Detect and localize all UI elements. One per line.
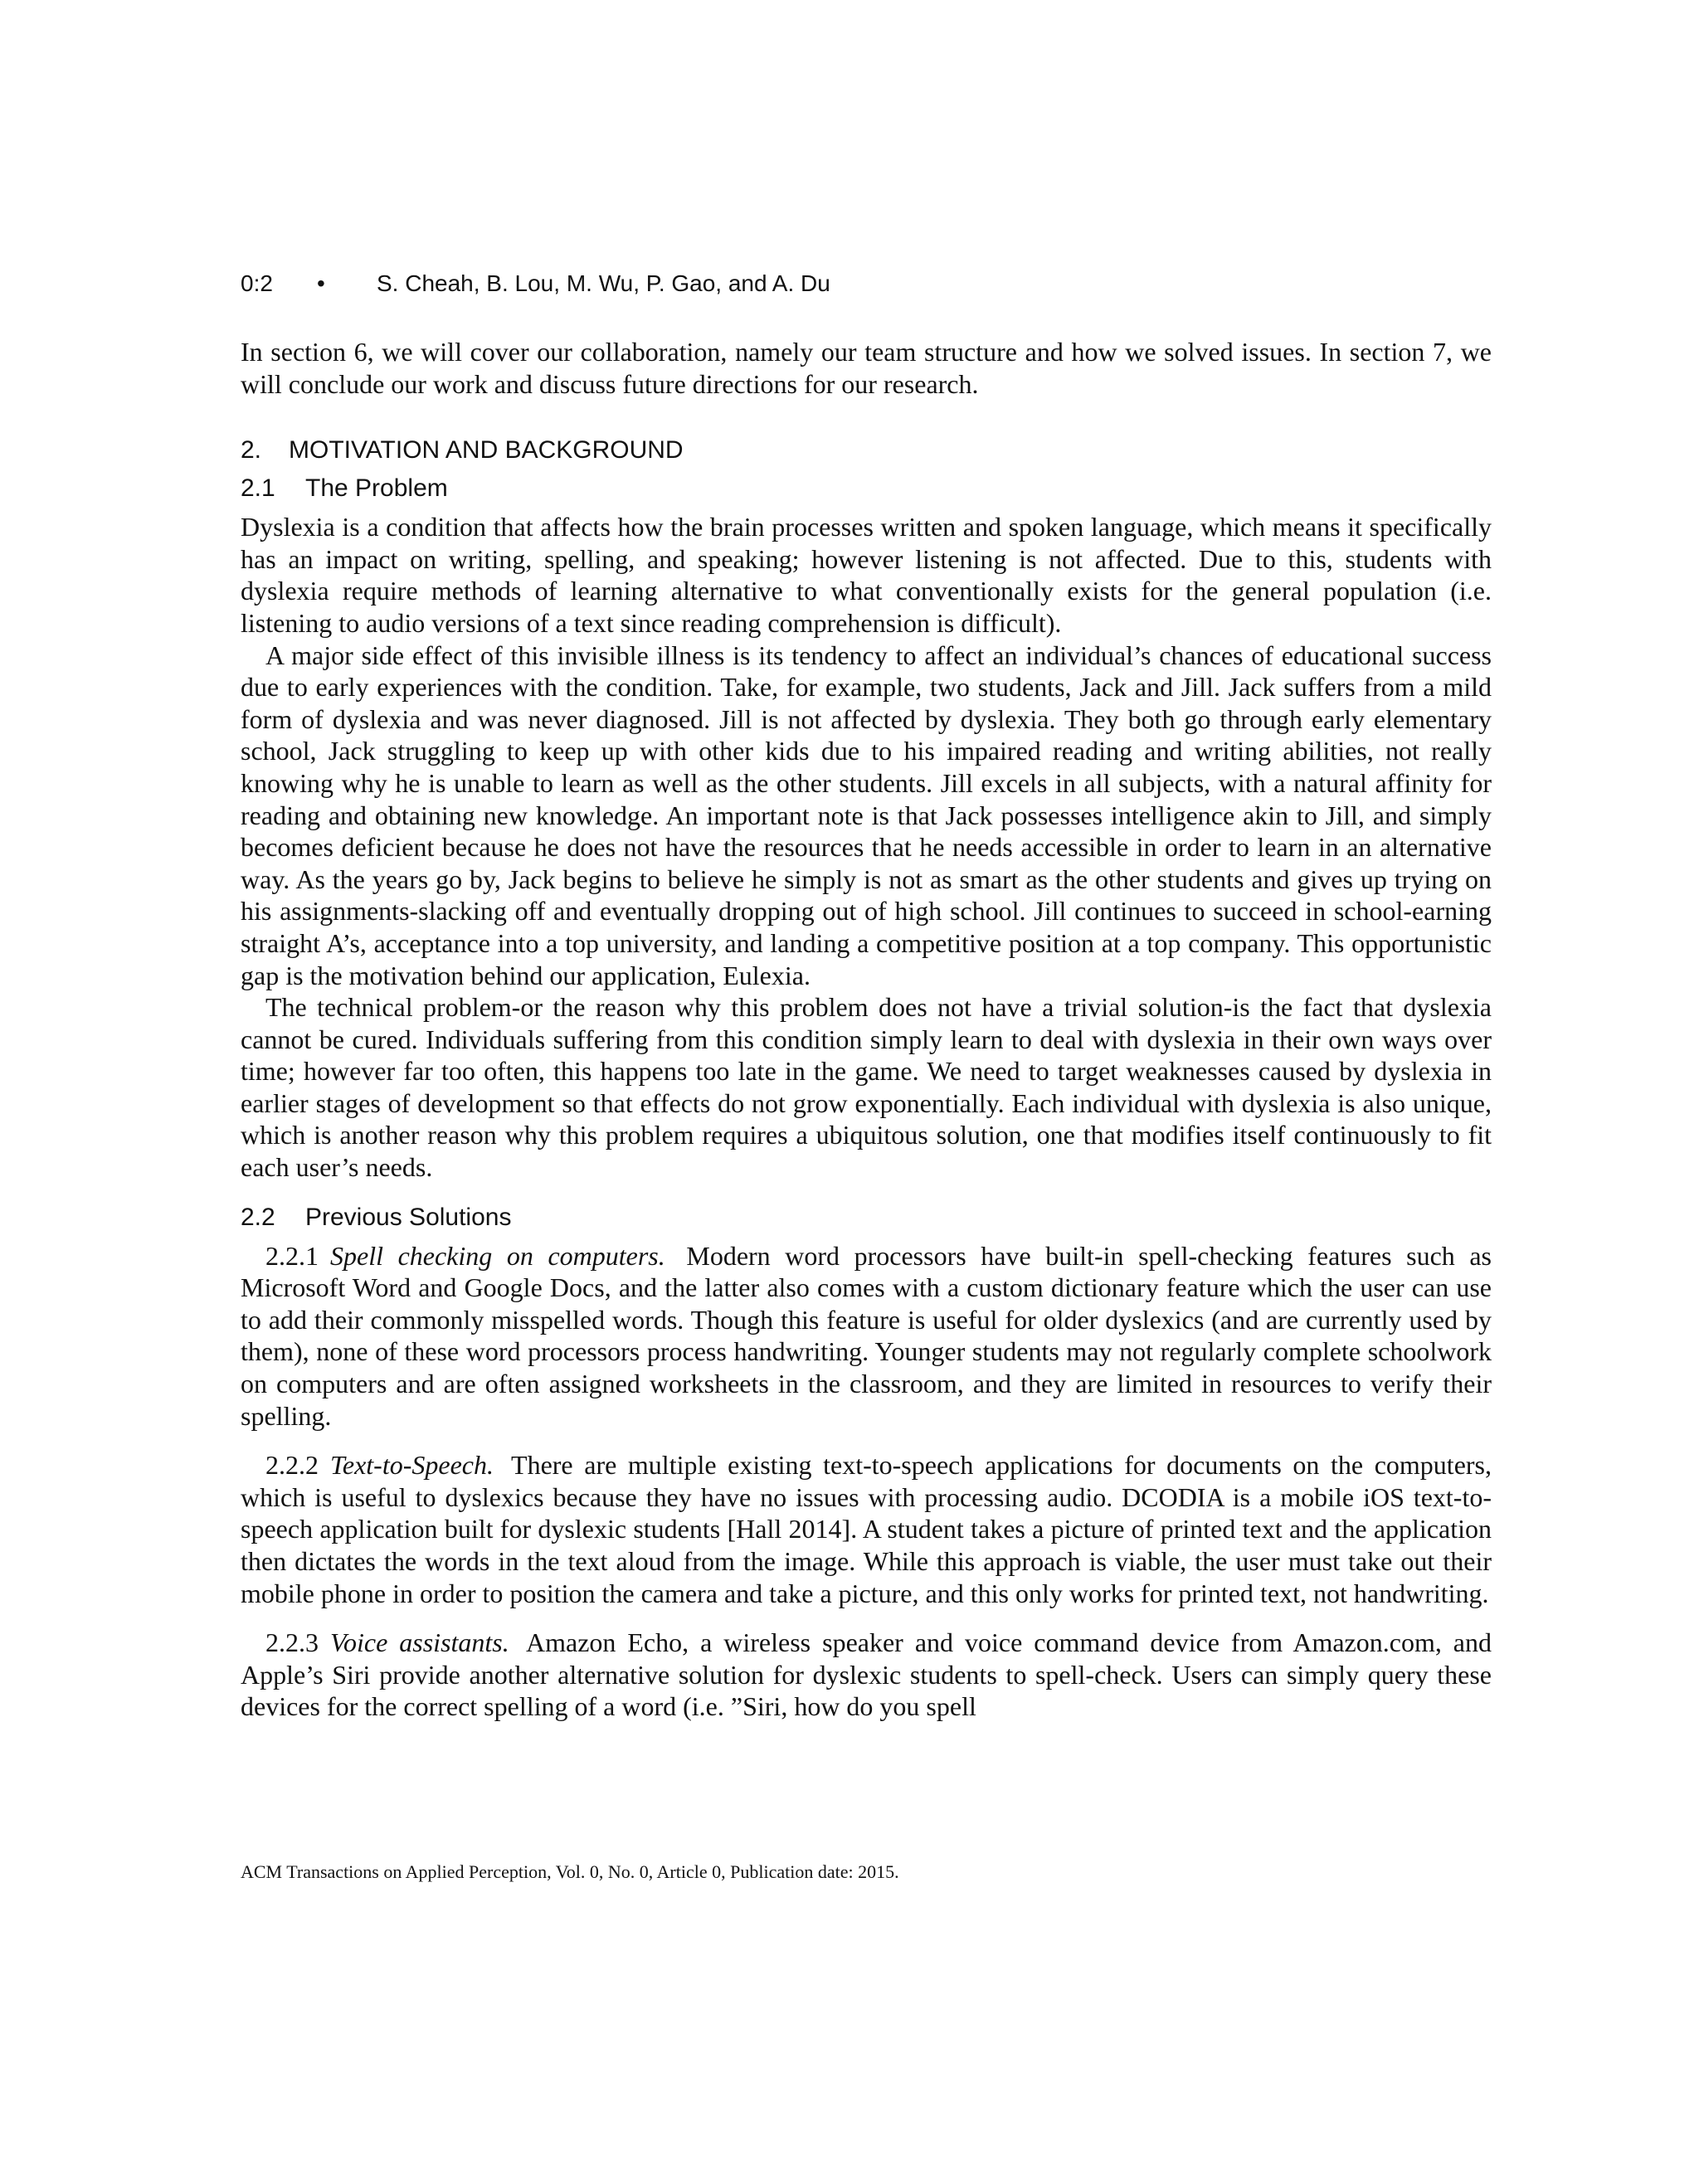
page-number: 0:2 (241, 270, 273, 296)
main-content (241, 336, 1492, 1723)
subsection-number: 2.1 (241, 474, 275, 503)
subsection-title: Previous Solutions (305, 1203, 512, 1231)
header-bullet: • (317, 270, 325, 296)
subsubsection-number: 2.2.2 (265, 1450, 319, 1481)
subsubsection-spell-checking (241, 1240, 1492, 1432)
problem-paragraph: Dyslexia is a condition that affects how the brain processes written and spoken language, which means it specifically has an impact on writing, spelling, and speaking; however listening is not affected. Due to this, students with dyslexia require methods of learning alternative to what conventionally exists for the general population (i.e. listening to audio versions of a text since reading comprehension is difficult). (241, 512, 1492, 638)
running-header (241, 270, 830, 297)
subsubsection-number: 2.2.1 (265, 1240, 319, 1271)
subsection-title: The Problem (305, 474, 448, 503)
subsubsection-text: Amazon Echo, a wireless speaker and voice command device from Amazon.com, and Apple’s Siri provide another alternative solution for dyslexic students to spell-check. Users can simply query these devices for the correct spelling of a word (i.e. ”Siri, how do you spell (241, 1627, 1492, 1722)
subsubsection-voice-assistants (241, 1627, 1492, 1723)
subsubsection-title: Text-to-Speech. (330, 1450, 494, 1481)
header-authors: S. Cheah, B. Lou, M. Wu, P. Gao, and A. Du (377, 270, 830, 296)
subsection-heading-previous-solutions (241, 1202, 1492, 1233)
subsubsection-title: Voice assistants. (330, 1627, 509, 1658)
subsection-number: 2.2 (241, 1203, 275, 1231)
subsection-heading-problem (241, 473, 1492, 504)
subsubsection-title: Spell checking on computers. (330, 1240, 665, 1271)
section-heading-motivation (241, 435, 1492, 466)
journal-footer: ACM Transactions on Applied Perception, Vol. 0, No. 0, Article 0, Publication date: 2015. (241, 1861, 899, 1882)
subsubsection-number: 2.2.3 (265, 1627, 319, 1658)
intro-paragraph: In section 6, we will cover our collaboration, namely our team structure and how we solved issues. In section 7, we will conclude our work and discuss future directions for our research. (241, 337, 1492, 399)
problem-paragraph: A major side effect of this invisible illness is its tendency to affect an individual’s chances of educational success due to early experiences with the condition. Take, for example, two students, Jack and Jill. Jack suffers from a mild form of dyslexia and was never diagnosed. Jill is not affected by dyslexia. They both go through early elementary school, Jack struggling to keep up with other kids due to his impaired reading and writing abilities, not really knowing why he is unable to learn as well as the other students. Jill excels in all subjects, with a natural affinity for reading and obtaining new knowledge. An important note is that Jack possesses intelligence akin to Jill, and simply becomes deficient because he does not have the resources that he needs accessible in order to learn in an alternative way. As the years go by, Jack begins to believe he simply is not as smart as the other students and gives up trying on his assignments-slacking off and eventually dropping out of high school. Jill continues to succeed in school-earning straight A’s, acceptance into a top university, and landing a competitive position at a top company. This opportunistic gap is the motivation behind our application, Eulexia. (241, 640, 1492, 990)
section-number: 2. (241, 436, 262, 465)
subsubsection-text: Modern word processors have built-in spell-checking features such as Microsoft Word and Google Docs, and the latter also comes with a custom dictionary feature which the user can use to add their commonly misspelled words. Though this feature is useful for older dyslexics (and are currently used by them), none of these word processors process handwriting. Younger students may not regularly complete schoolwork on computers and are often assigned worksheets in the classroom, and they are limited in resources to verify their spelling. (241, 1240, 1492, 1431)
subsubsection-text: There are multiple existing text-to-speech applications for documents on the computers, which is useful to dyslexics because they have no issues with processing audio. DCODIA is a mobile iOS text-to-speech application built for dyslexic students [Hall 2014]. A student takes a picture of printed text and the application then dictates the words in the text aloud from the image. While this approach is viable, the user must take out their mobile phone in order to position the camera and take a picture, and this only works for printed text, not handwriting. (241, 1450, 1492, 1608)
problem-paragraph: The technical problem-or the reason why this problem does not have a trivial solution-is the fact that dyslexia cannot be cured. Individuals suffering from this condition simply learn to deal with dyslexia in their own ways over time; however far too often, this happens too late in the game. We need to target weaknesses caused by dyslexia in earlier stages of development so that effects do not grow exponentially. Each individual with dyslexia is also unique, which is another reason why this problem requires a ubiquitous solution, one that modifies itself continuously to fit each user’s needs. (241, 992, 1492, 1183)
section-title: MOTIVATION AND BACKGROUND (289, 436, 684, 465)
subsubsection-text-to-speech (241, 1449, 1492, 1609)
